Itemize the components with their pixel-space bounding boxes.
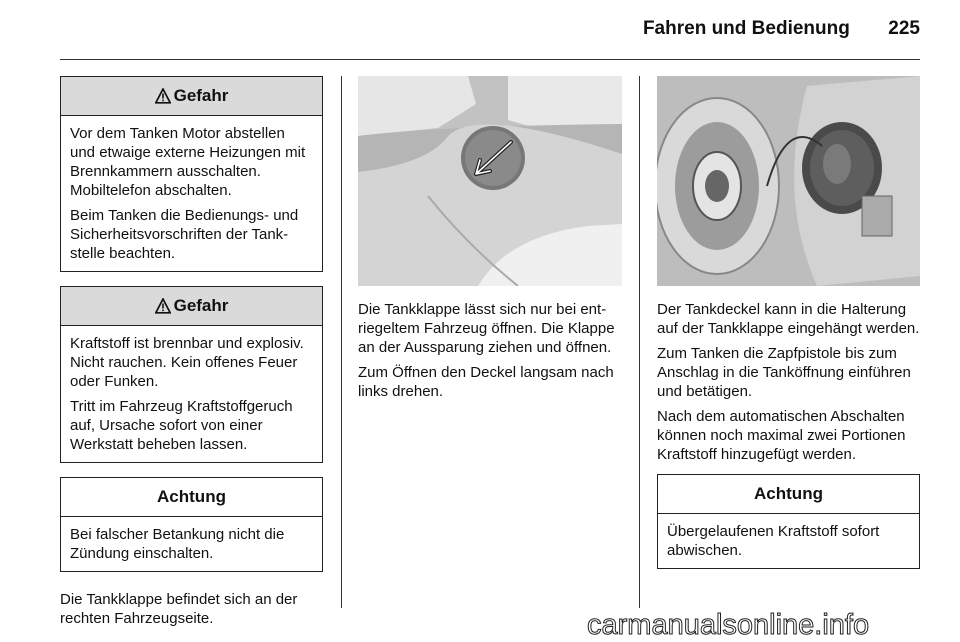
right-paragraph-2: Zum Tanken die Zapfpistole bis zum Anschlag in die Tanköffnung einführen und betätigen. xyxy=(657,345,911,400)
caution-box-left-body xyxy=(61,517,322,571)
page-header xyxy=(60,18,920,48)
danger-box-1-paragraph-1: Vor dem Tanken Motor abstellen und etwaige externe Heizungen mit Brennkammern ausschalten. Mobiltelefon abschalten. xyxy=(70,125,306,199)
danger-box-2-body xyxy=(61,326,322,462)
caution-box-left-text: Bei falscher Betankung nicht die Zündung einschalten. xyxy=(70,526,285,562)
fuel-cap-photo xyxy=(657,76,920,286)
caution-box-right xyxy=(657,474,920,569)
middle-paragraph-1: Die Tankklappe lässt sich nur bei entriegeltem Fahrzeug öffnen. Die Klappe an der Aussparung ziehen und öffnen. xyxy=(358,301,615,356)
page-number: 225 xyxy=(888,18,920,39)
middle-column xyxy=(358,76,622,407)
right-column xyxy=(657,76,920,583)
danger-box-1-header xyxy=(61,77,322,116)
left-column xyxy=(60,76,323,634)
danger-box-1 xyxy=(60,76,323,272)
caution-box-left-header: Achtung xyxy=(61,478,322,517)
image-gap xyxy=(657,286,920,300)
fuel-cap-illustration xyxy=(657,76,920,286)
column-divider-2 xyxy=(639,76,640,608)
right-paragraph-3: Nach dem automatischen Abschalten können noch maximal zwei Portionen Kraftstoff hinzugefügt werden. xyxy=(657,408,906,463)
right-paragraph-1: Der Tankdeckel kann in die Halterung auf der Tankklappe eingehängt werden. xyxy=(657,301,920,337)
danger-box-1-body xyxy=(61,116,322,271)
middle-paragraph-2: Zum Öffnen den Deckel langsam nach links drehen. xyxy=(358,364,614,400)
danger-box-2-paragraph-2: Tritt im Fahrzeug Kraftstoffgeruch auf, Ursache sofort von einer Werkstatt beheben lassen. xyxy=(70,398,293,453)
danger-box-1-label: Gefahr xyxy=(173,86,229,105)
caution-box-right-text: Übergelaufenen Kraftstoff sofort abwischen. xyxy=(667,523,880,559)
fuel-flap-photo xyxy=(358,76,622,286)
image-gap xyxy=(358,286,622,300)
section-title: Fahren und Bedienung xyxy=(642,18,850,39)
column-divider-1 xyxy=(341,76,342,608)
danger-box-2-header xyxy=(61,287,322,326)
left-column-paragraph: Die Tankklappe befindet sich an der rechten Fahrzeugseite. xyxy=(60,591,298,627)
danger-box-2-label: Gefahr xyxy=(173,296,229,315)
danger-box-2-paragraph-1: Kraftstoff ist brennbar und explosiv. Nicht rauchen. Kein offenes Feuer oder Funken. xyxy=(70,335,304,390)
warning-triangle-icon xyxy=(155,88,171,104)
header-rule xyxy=(60,59,920,60)
fuel-flap-illustration xyxy=(358,76,622,286)
watermark: carmanualsonline.info xyxy=(587,609,870,641)
warning-triangle-icon xyxy=(155,298,171,314)
danger-box-1-paragraph-2: Beim Tanken die Bedienungs- und Sicherheitsvorschriften der Tankstelle beachten. xyxy=(70,207,299,262)
caution-box-right-header: Achtung xyxy=(658,475,919,514)
danger-box-2 xyxy=(60,286,323,463)
caution-box-right-body xyxy=(658,514,919,568)
caution-box-left xyxy=(60,477,323,572)
